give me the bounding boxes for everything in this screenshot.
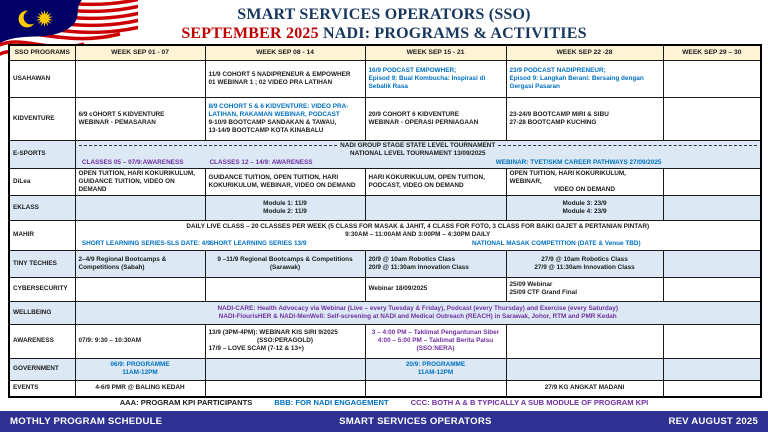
cell-text: 01 WEBINAR 1 ; 02 VIDEO PRA LATIHAN — [208, 78, 333, 86]
footer-right: REV AUGUST 2025 — [668, 416, 758, 427]
week-cell — [365, 168, 506, 195]
segment-text: SHORT LEARNING SERIES-SLS DATE: 4/9 — [81, 239, 211, 247]
cell-text: 13/9 (3PM-4PM): WEBINAR KIS SIRI 9/2025 — [208, 329, 338, 336]
footer-bar — [0, 411, 768, 432]
table-row — [9, 220, 761, 250]
cell-text: 20/9: PROGRAMME — [405, 361, 466, 368]
table-row — [9, 301, 761, 324]
week-cell — [663, 250, 761, 277]
program-label: DiLea — [9, 168, 75, 195]
table-row — [9, 277, 761, 301]
week-cell — [365, 324, 506, 358]
week-cell — [506, 324, 663, 358]
week-cell — [365, 97, 506, 140]
schedule-table-body — [9, 45, 761, 397]
week-cell — [506, 380, 663, 397]
table-row — [9, 140, 761, 168]
cell-text: 20/9 COHORT 6 KIDVENTURE — [368, 110, 460, 118]
cell-text: Competitions (Sabah) — [78, 263, 145, 271]
segment-text: SHORT LEARNING SERIES 13/9 — [209, 239, 307, 247]
column-header-programs: SSO PROGRAMS — [9, 45, 75, 60]
week-cell — [506, 97, 663, 140]
week-cell — [663, 324, 761, 358]
cell-text: (SSO:NERA) — [416, 345, 455, 352]
legend-bbb: BBB: FOR NADI ENGAGEMENT — [274, 398, 389, 407]
cell-text: NATIONAL LEVEL TOURNAMENT 13/09/2025 — [349, 149, 486, 157]
week-span-cell — [75, 301, 761, 324]
program-label: EVENTS — [9, 380, 75, 397]
cell-text: Module 4: 23/9 — [562, 207, 607, 215]
table-row — [9, 324, 761, 358]
footer-left: MOTHLY PROGRAM SCHEDULE — [10, 416, 163, 427]
table-header-row — [9, 45, 761, 60]
week-cell — [205, 380, 365, 397]
week-cell — [506, 250, 663, 277]
week-cell — [205, 358, 365, 380]
cell-text: HARI KOKURIKULUM, OPEN TUITION, PODCAST, VIDEO ON DEMAND — [368, 173, 485, 189]
cell-text: 4:00 – 5:00 PM – Taklimat Berita Palsu — [377, 337, 494, 344]
week-span-cell — [75, 220, 761, 250]
week-cell — [506, 168, 663, 195]
cell-text: 6/9 cOHORT 5 KIDVENTURE — [78, 110, 165, 118]
table-row — [9, 358, 761, 380]
cell-text: 23/9 PODCAST NADIPRENEUR; — [509, 66, 606, 74]
week-cell — [365, 195, 506, 220]
week-cell — [205, 168, 365, 195]
cell-text: Episod 9: Bual Kombucha: Inspirasi di Sebalik Rasa — [368, 74, 486, 90]
program-label: E-SPORTS — [9, 140, 75, 168]
legend-ccc: CCC: BOTH A & B TYPICALLY A SUB MODULE OF PROGRAM KPI — [410, 398, 649, 407]
week-cell — [75, 60, 205, 97]
cell-text: 4-6/9 PMR @ BALING KEDAH — [95, 384, 185, 392]
cell-text: 11AM-12PM — [417, 369, 454, 376]
legend-aaa: AAA: PROGRAM KPI PARTICIPANTS — [119, 398, 253, 407]
segment-text: NATIONAL MASAK COMPETITION (DATE & Venue TBD) — [472, 239, 641, 247]
table-row — [9, 97, 761, 140]
cell-text: WEBINAR - OPERASI PERNIAGAAN — [368, 118, 479, 126]
week-cell — [205, 60, 365, 97]
column-header-week: WEEK SEP 22 -28 — [506, 45, 663, 60]
column-header-week: WEEK SEP 15 - 21 — [365, 45, 506, 60]
cell-text: 27/9 @ 11:30am Innovation Class — [534, 263, 635, 271]
cell-text: Module 3: 23/9 — [562, 199, 607, 207]
cell-text: 3 – 4:00 PM – Taklimat Pengantunan Siber — [371, 329, 500, 336]
program-label: EKLASS — [9, 195, 75, 220]
title-rest: NADI: PROGRAMS & ACTIVITIES — [318, 25, 587, 42]
week-cell — [205, 277, 365, 301]
program-label: TINY TECHIES — [9, 250, 75, 277]
cell-text: VIDEO ON DEMAND — [553, 185, 616, 193]
cell-text: 27/9 KG ANGKAT MADANI — [544, 384, 625, 392]
week-cell — [663, 97, 761, 140]
cell-text: 16/9 PODCAST EMPOWHER; — [368, 66, 457, 74]
cell-text: 11AM-12PM — [122, 369, 158, 376]
week-cell — [75, 358, 205, 380]
week-cell — [75, 168, 205, 195]
program-label: CYBERSECURITY — [9, 277, 75, 301]
cell-text: 9:30AM – 11:00AM AND 3:00PM – 4:30PM DAILY — [345, 230, 491, 238]
week-cell — [365, 250, 506, 277]
week-cell — [663, 168, 761, 195]
cell-text: OPEN TUITION, HARI KOKURIKULUM, — [78, 169, 195, 177]
table-row — [9, 60, 761, 97]
week-cell — [205, 324, 365, 358]
cell-text: OPEN TUITION, HARI KOKURIKULUM, WEBINAR, — [509, 169, 626, 185]
cell-text: GUIDANCE TUITION, VIDEO ON DEMAND — [78, 177, 175, 193]
cell-text: 06/9: PROGRAMME — [110, 361, 170, 368]
week-cell — [506, 195, 663, 220]
week-cell — [365, 380, 506, 397]
program-label: GOVERNMENT — [9, 358, 75, 380]
week-cell — [663, 380, 761, 397]
week-cell — [75, 277, 205, 301]
footer-center: SMART SERVICES OPERATORS — [339, 416, 492, 427]
week-cell — [75, 195, 205, 220]
cell-text: WEBINAR - PEMASARAN — [78, 118, 156, 126]
cell-text: NADI-CARE: Health Advocacy via Webinar (Live – every Tuesday & Friday), Podcast (every Thursday) and Exercise (every Saturday) — [217, 304, 618, 312]
cell-text: 9-10/9 BOOTCAMP SANDAKAN & TAWAU, — [208, 118, 337, 126]
column-header-week: WEEK SEP 08 - 14 — [205, 45, 365, 60]
week-cell — [365, 60, 506, 97]
cell-text: 27/9 @ 10am Robotics Class — [541, 255, 628, 263]
week-cell — [663, 60, 761, 97]
cell-text: Module 1: 11/9 — [263, 199, 307, 207]
cell-text: 20/9 @ 11:30am Innovation Class — [368, 263, 469, 271]
cell-text: GUIDANCE TUITION, OPEN TUITION, HARI KOKURIKULUM, WEBINAR, VIDEO ON DEMAND — [208, 173, 356, 189]
column-header-week: WEEK SEP 01 - 07 — [75, 45, 205, 60]
cell-text: 07/9: 9:30 – 10:30AM — [78, 337, 142, 344]
cell-text: 2–4/9 Regional Bootcamps & — [78, 255, 167, 263]
week-cell — [663, 277, 761, 301]
week-cell — [75, 250, 205, 277]
week-cell — [506, 358, 663, 380]
week-cell — [75, 380, 205, 397]
week-cell — [506, 60, 663, 97]
table-row — [9, 380, 761, 397]
cell-text: 23-24/9 BOOTCAMP MIRI & SIBU — [509, 110, 609, 118]
title-line1: SMART SERVICES OPERATORS (SSO) — [237, 6, 531, 23]
cell-text: Module 2: 11/9 — [263, 207, 307, 215]
program-label: KIDVENTURE — [9, 97, 75, 140]
schedule-table — [8, 44, 762, 398]
column-header-week: WEEK SEP 29 – 30 — [663, 45, 761, 60]
legend — [0, 398, 768, 407]
table-row — [9, 195, 761, 220]
segment-text: CLASSES 12 – 14/9: AWARENESS — [209, 158, 313, 166]
cell-text: 25/09 Webinar — [509, 281, 553, 288]
cell-text: 25/09 CTF Grand Final — [509, 289, 577, 296]
cell-text: 9 –11/9 Regional Bootcamps & Competitions (Sarawak) — [217, 255, 353, 271]
cell-text: (SSO:PERAGOLD) — [256, 337, 314, 344]
table-row — [9, 168, 761, 195]
cell-text: NADI GROUP STAGE STATE LEVEL TOURNAMENT — [79, 142, 758, 150]
week-cell — [663, 358, 761, 380]
week-cell — [75, 324, 205, 358]
cell-text: 13-14/9 BOOTCAMP KOTA KINABALU — [208, 126, 324, 134]
segment-text: CLASSES 05 – 07/9:AWARENESS — [81, 158, 184, 166]
title-line2 — [0, 24, 768, 43]
cell-text: 11/9 COHORT 5 NADIPRENEUR & EMPOWHER — [208, 70, 351, 78]
table-row — [9, 250, 761, 277]
segment-line — [79, 240, 758, 248]
program-label: AWARENESS — [9, 324, 75, 358]
week-cell — [365, 277, 506, 301]
segment-line — [79, 159, 758, 167]
cell-text: NADI-FlourisHER & NADI-MenWell: Self-screening at NADI and Medical Outreach (REACH) in Sarawak, Johor, RTM and PMR Kedah — [218, 312, 617, 320]
week-cell — [205, 195, 365, 220]
cell-text: DAILY LIVE CLASS – 20 CLASSES PER WEEK (5 CLASS FOR MASAK & JAHIT, 4 CLASS FOR FOTO, 3 CLASS FOR BAIKI GAJET & PERTANIAN PINTAR) — [186, 222, 650, 230]
segment-text: WEBINAR: TVET/SKM CAREER PATHWAYS 27/09/2025 — [495, 158, 662, 166]
week-span-cell — [75, 140, 761, 168]
page-title — [0, 5, 768, 43]
week-cell — [506, 277, 663, 301]
cell-text: Webinar 18/09/2025 — [368, 285, 428, 292]
week-cell — [75, 97, 205, 140]
title-month: SEPTEMBER 2025 — [181, 25, 319, 42]
cell-text: 8/9 COHORT 5 & 6 KIDVENTURE: VIDEO PRA-LATIHAN, RAKAMAN WEBINAR, PODCAST — [208, 102, 349, 118]
week-cell — [205, 97, 365, 140]
cell-text: 20/9 @ 10am Robotics Class — [368, 255, 456, 263]
program-label: MAHIR — [9, 220, 75, 250]
week-cell — [663, 195, 761, 220]
program-label: WELLBEING — [9, 301, 75, 324]
week-cell — [205, 250, 365, 277]
cell-text: 27-28 BOOTCAMP KUCHING — [509, 118, 597, 126]
program-label: USAHAWAN — [9, 60, 75, 97]
cell-text: Episod 9: Langkah Berani: Bersaing dengan Gergasi Pasaran — [509, 74, 644, 90]
cell-text: 17/9 – LOVE SCAM (7-12 & 13+) — [208, 345, 304, 352]
week-cell — [365, 358, 506, 380]
